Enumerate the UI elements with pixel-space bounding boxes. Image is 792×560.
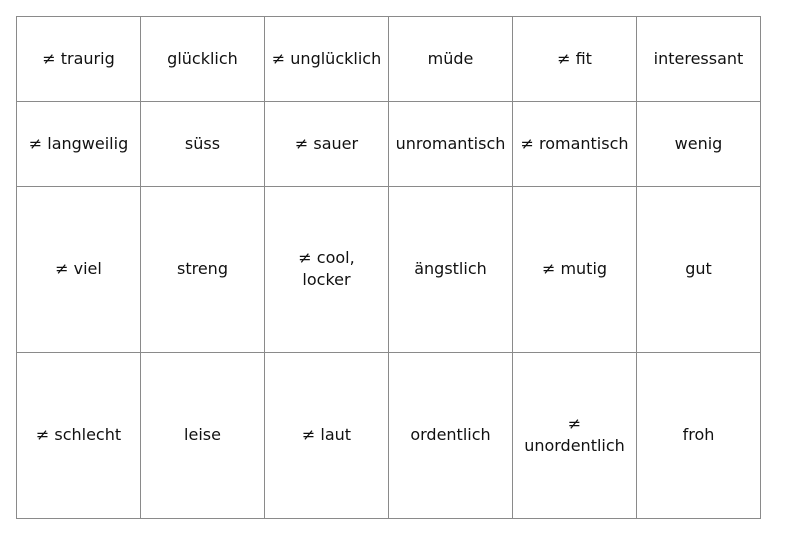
word-card: ≠ romantisch: [513, 101, 637, 186]
word-card: ≠ cool, locker: [265, 186, 389, 352]
word-card: ≠ schlecht: [17, 352, 141, 518]
word-card: ≠ unglücklich: [265, 17, 389, 102]
word-card: unromantisch: [389, 101, 513, 186]
word-card: ≠ sauer: [265, 101, 389, 186]
word-card: ≠ langweilig: [17, 101, 141, 186]
word-card: ≠ mutig: [513, 186, 637, 352]
word-card: leise: [141, 352, 265, 518]
word-card: ≠ unordentlich: [513, 352, 637, 518]
word-card-grid: [16, 16, 761, 519]
word-card: ängstlich: [389, 186, 513, 352]
word-card: ≠ viel: [17, 186, 141, 352]
word-card: streng: [141, 186, 265, 352]
word-card: müde: [389, 17, 513, 102]
word-card: froh: [637, 352, 761, 518]
word-card: süss: [141, 101, 265, 186]
card-row: [17, 352, 761, 518]
card-row: [17, 101, 761, 186]
card-row: [17, 186, 761, 352]
word-card: ≠ traurig: [17, 17, 141, 102]
word-card: ≠ fit: [513, 17, 637, 102]
word-card: ≠ laut: [265, 352, 389, 518]
word-card: interessant: [637, 17, 761, 102]
word-card: gut: [637, 186, 761, 352]
card-row: [17, 17, 761, 102]
word-card: glücklich: [141, 17, 265, 102]
word-card: wenig: [637, 101, 761, 186]
word-card: ordentlich: [389, 352, 513, 518]
